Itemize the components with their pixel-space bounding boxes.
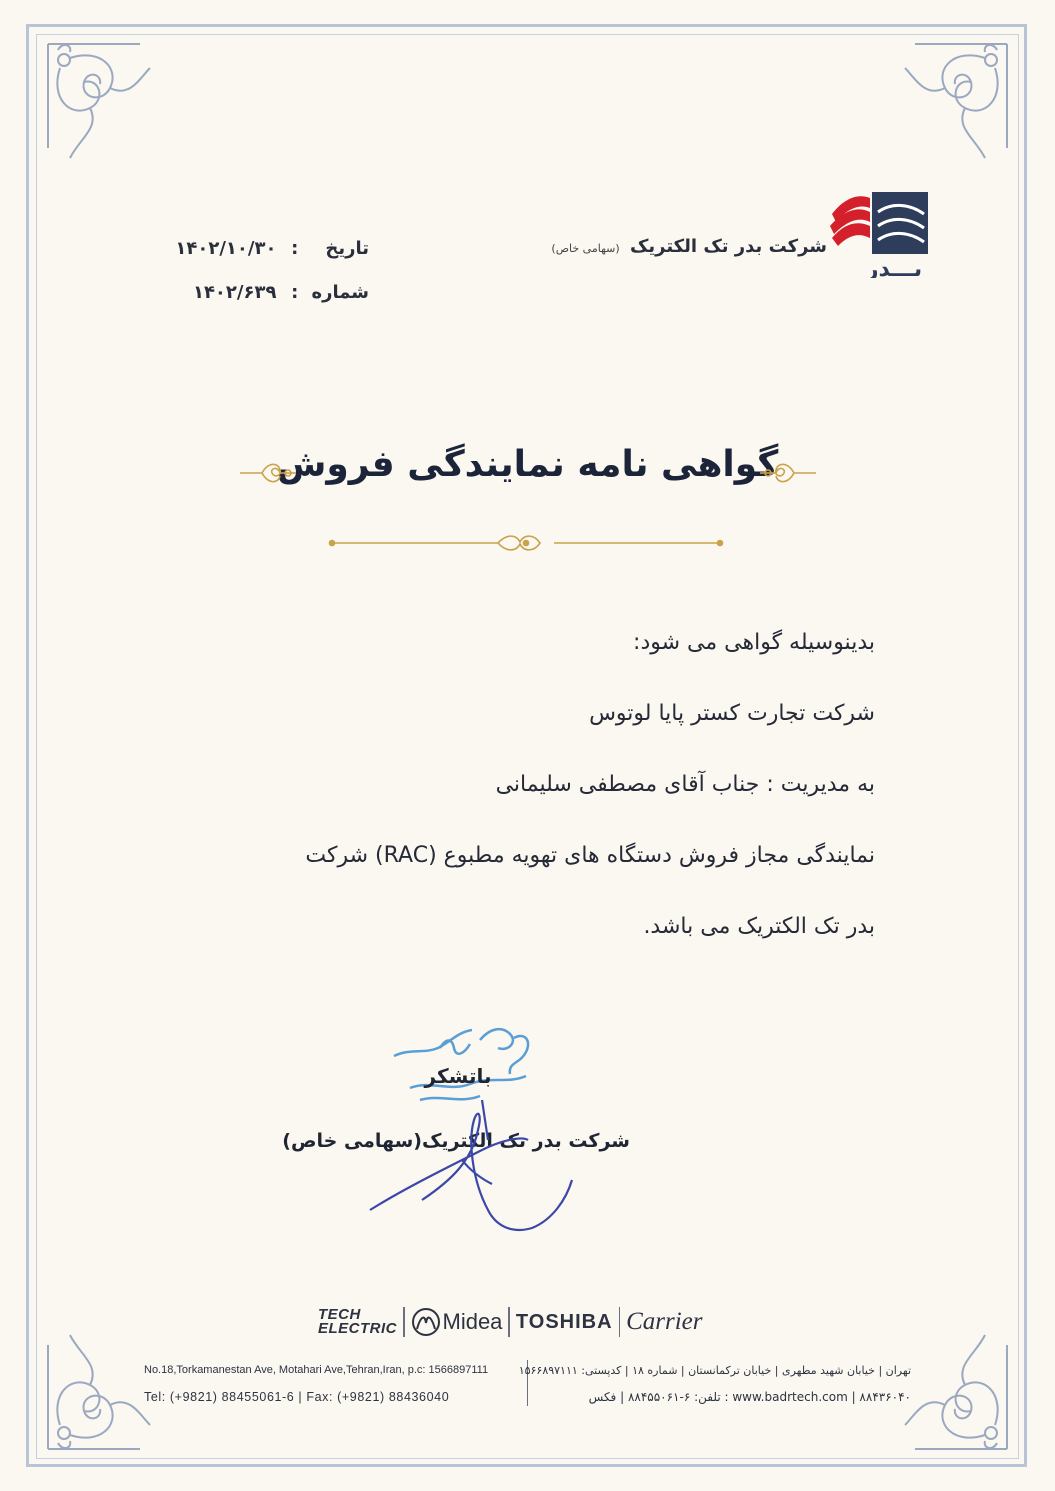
company-logo: [826, 186, 930, 278]
tech-logo-line2: ELECTRIC: [318, 1320, 397, 1337]
certificate-title: گواهی نامه نمایندگی فروش: [276, 444, 779, 485]
body-line-2: شرکت تجارت کستر پایا لوتوس: [589, 701, 875, 726]
footer-address-fa: تهران | خیابان شهید مطهری | خیابان ترکمانستان | شماره ۱۸ | کدپستی: ۱۵۶۶۸۹۷۱۱۱: [518, 1364, 911, 1377]
footer-contact-en: Tel: (+9821) 88455061-6 | Fax: (+9821) 88436040: [144, 1390, 450, 1404]
thanks-text: باتشکر: [424, 1064, 492, 1088]
footer-contact-fa: www.badrtech.com | ۸۸۴۳۶۰۴۰ : تلفن: ۶-۸۸۴۵۵۰۶۱ | فکس: [588, 1390, 911, 1404]
company-name: شرکت بدر تک الکتریک: [629, 236, 827, 257]
body-line-4: نمایندگی مجاز فروش دستگاه های تهویه مطبوع (RAC) شرکت: [305, 843, 875, 868]
brand-separator: [403, 1307, 405, 1337]
footer-address-en: No.18,Torkamanestan Ave, Motahari Ave,Tehran,Iran, p.c: 1566897111: [144, 1364, 489, 1376]
midea-text: Midea: [442, 1309, 503, 1334]
brand-separator: [508, 1307, 510, 1337]
tech-electric-logo: [318, 1308, 397, 1336]
handwritten-signature: [362, 1100, 582, 1240]
date-separator: :: [291, 238, 299, 259]
date-field: [175, 238, 369, 259]
brand-separator: [619, 1307, 621, 1337]
corner-ornament-top-left: [40, 38, 160, 168]
company-type: (سهامی خاص): [551, 242, 620, 255]
carrier-logo: Carrier: [626, 1308, 703, 1335]
brand-logos-row: [318, 1300, 738, 1344]
company-name-header: [551, 236, 827, 257]
number-label: شماره: [311, 282, 369, 303]
number-value: ۱۴۰۲/۶۳۹: [192, 282, 277, 303]
midea-emblem-icon: [411, 1307, 441, 1337]
corner-ornament-bottom-left: [40, 1325, 160, 1455]
title-flourish-right: [758, 456, 818, 490]
number-field: [193, 282, 369, 303]
tech-logo-line1: TECH: [318, 1306, 361, 1323]
number-separator: :: [291, 282, 299, 303]
body-line-5: بدر تک الکتریک می باشد.: [643, 914, 875, 939]
date-value: ۱۴۰۲/۱۰/۳۰: [175, 238, 277, 259]
body-line-1: بدینوسیله گواهی می شود:: [633, 630, 875, 655]
body-line-3: به مدیریت : جناب آقای مصطفی سلیمانی: [495, 772, 875, 797]
title-divider: [326, 530, 726, 556]
title-flourish-left: [238, 456, 298, 490]
corner-ornament-bottom-right: [895, 1325, 1015, 1455]
corner-ornament-top-right: [895, 38, 1015, 168]
logo-text: بـــدر: [865, 257, 923, 278]
date-label: تاریخ: [325, 238, 369, 259]
toshiba-logo: TOSHIBA: [515, 1310, 613, 1333]
midea-logo: [411, 1307, 503, 1337]
signature-company: شرکت بدر تک الکتریک(سهامی خاص): [282, 1130, 630, 1152]
